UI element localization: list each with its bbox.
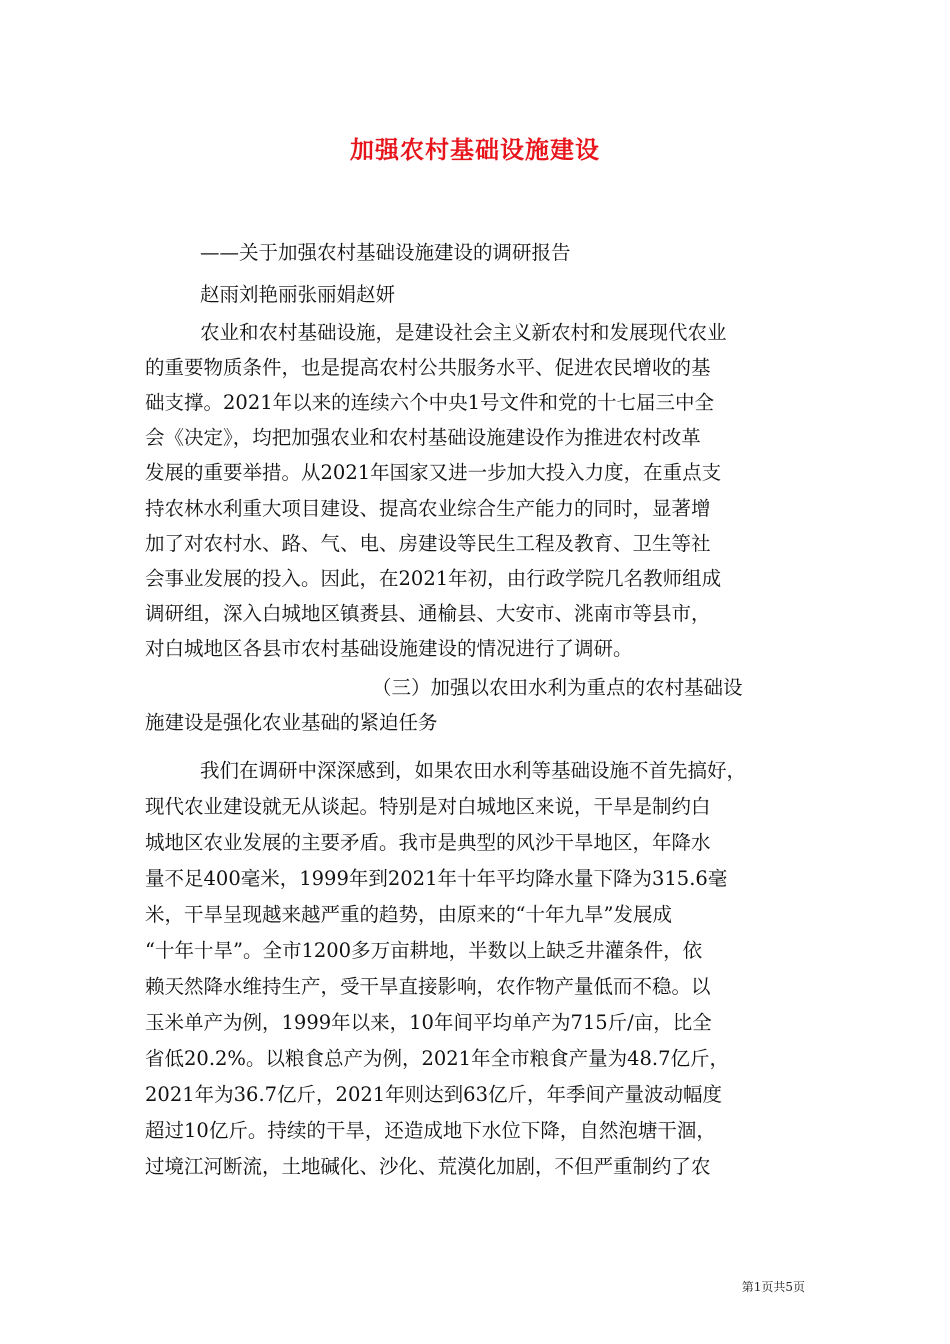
paragraph-line: 现代农业建设就无从谈起。特别是对白城地区来说，干旱是制约白 bbox=[145, 795, 711, 818]
paragraph-line: 过境江河断流，土地碱化、沙化、荒漠化加剧，不但严重制约了农 bbox=[145, 1155, 711, 1178]
paragraph-line: 会事业发展的投入。因此，在2021年初，由行政学院几名教师组成 bbox=[145, 567, 722, 590]
paragraph-line: 调研组，深入白城地区镇赉县、通榆县、大安市、洮南市等县市， bbox=[145, 602, 711, 625]
paragraph-line: 农业和农村基础设施，是建设社会主义新农村和发展现代农业 bbox=[200, 321, 727, 344]
section-heading-3: （三）加强以农田水利为重点的农村基础设 bbox=[372, 676, 743, 699]
paragraph-line: 城地区农业发展的主要矛盾。我市是典型的风沙干旱地区，年降水 bbox=[145, 831, 711, 854]
paragraph-line: 2021年为36.7亿斤，2021年则达到63亿斤，年季间产量波动幅度 bbox=[145, 1083, 722, 1106]
paragraph-line: 玉米单产为例，1999年以来，10年间平均单产为715斤/亩，比全 bbox=[145, 1011, 712, 1034]
document-title: 加强农村基础设施建设 bbox=[350, 135, 600, 164]
paragraph-line: 加了对农村水、路、气、电、房建设等民生工程及教育、卫生等社 bbox=[145, 532, 711, 555]
document-authors: 赵雨刘艳丽张丽娟赵妍 bbox=[200, 283, 396, 306]
paragraph-line: 会《决定》，均把加强农业和农村基础设施建设作为推进农村改革 bbox=[145, 426, 701, 449]
paragraph-line: 发展的重要举措。从2021年国家又进一步加大投入力度，在重点支 bbox=[145, 461, 722, 484]
paragraph-line: 米，干旱呈现越来越严重的趋势，由原来的“十年九旱”发展成 bbox=[145, 903, 672, 926]
paragraph-line: 超过10亿斤。持续的干旱，还造成地下水位下降，自然泡塘干涸， bbox=[145, 1119, 716, 1142]
paragraph-line: 量不足400毫米，1999年到2021年十年平均降水量下降为315.6毫 bbox=[145, 867, 728, 890]
paragraph-line: 持农林水利重大项目建设、提高农业综合生产能力的同时，显著增 bbox=[145, 497, 711, 520]
paragraph-line: “十年十旱”。全市1200多万亩耕地，半数以上缺乏井灌条件，依 bbox=[145, 939, 703, 962]
paragraph-line: 省低20.2%。以粮食总产为例，2021年全市粮食产量为48.7亿斤， bbox=[145, 1047, 729, 1070]
paragraph-line: 我们在调研中深深感到，如果农田水利等基础设施不首先搞好， bbox=[200, 759, 747, 782]
section-heading-3-cont: 施建设是强化农业基础的紧迫任务 bbox=[145, 711, 438, 734]
paragraph-line: 的重要物质条件，也是提高农村公共服务水平、促进农民增收的基 bbox=[145, 356, 711, 379]
paragraph-line: 础支撑。2021年以来的连续六个中央1号文件和党的十七届三中全 bbox=[145, 391, 715, 414]
paragraph-line: 赖天然降水维持生产，受干旱直接影响，农作物产量低而不稳。以 bbox=[145, 975, 711, 998]
paragraph-line: 对白城地区各县市农村基础设施建设的情况进行了调研。 bbox=[145, 637, 633, 660]
page-number: 第1页共5页 bbox=[741, 1280, 805, 1294]
document-subtitle: ——关于加强农村基础设施建设的调研报告 bbox=[200, 241, 571, 264]
